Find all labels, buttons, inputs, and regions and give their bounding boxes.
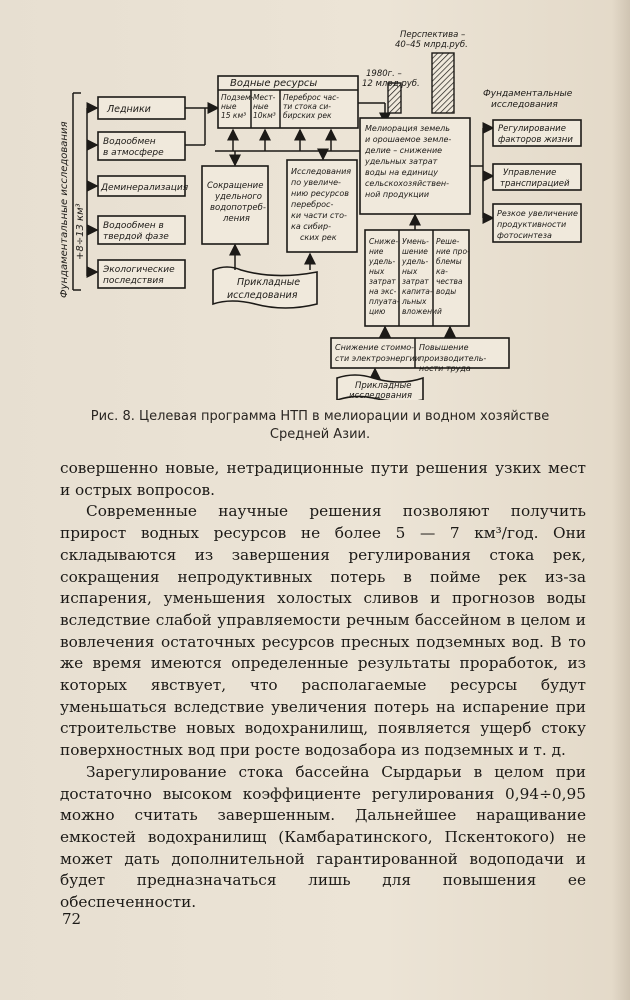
paragraph: Современные научные решения позволяют получить прирост водных ресурсов не более 5 — 7 км³/год. Они складываются из завершения регулирования стока рек, сокращения непродуктивных потерь в пойме рек из-за испарения, уменьшения холостых сливов и прогнозов воды вследствие слабой управляемости речным бассейном в целом и вовлечения остаточных ресурсов пресных подземных вод. В то же время имеются определенные результаты проработок, из которых явствует, что располагаемые ресурсы будут уменьшаться вследствие увеличения потерь на испарение при строительстве новых водохранилищ, появляется ущерб стоку поверхностных вод при росте водозабора из подземных и т. д.: [60, 502, 586, 760]
box-melioration: [360, 118, 470, 214]
svg-text:Прикладныеисследования: Прикладные исследования: [227, 277, 301, 301]
svg-text:Водообменв атмосфере: Водообмен в атмосфере: [103, 137, 164, 158]
cell-transfer: Переброс час-ти стока си-бирских рек: [283, 93, 339, 120]
vertical-range: +8÷13 км³: [75, 203, 86, 260]
svg-text:Прикладныеисследования: Прикладные исследования: [349, 381, 413, 400]
ntp-program-diagram: [55, 28, 585, 400]
body-text: [60, 458, 586, 914]
svg-text:Сокращениеудельноговодопотреб-: Сокращение удельного водопотреб-ления: [207, 181, 266, 224]
water-resources-block: [218, 76, 358, 128]
cell-local: Мест-ные 10км³: [253, 93, 276, 120]
left-box-ecology: [98, 260, 185, 288]
left-box-glaciers: [98, 97, 185, 119]
box-water-use-reduction: [202, 166, 268, 244]
svg-text:Исследованияпо увеличе-нию рес: Исследования по увеличе-нию ресурсов переброс-ки части сто-ка сибир-ских рек: [291, 167, 352, 242]
left-box-label: Ледники: [107, 104, 151, 115]
paragraph: совершенно новые, нетрадиционные пути решения узких мест и острых вопросов.: [60, 459, 586, 499]
bar-perspective: [432, 53, 454, 113]
applied-research-scroll-1: [213, 267, 317, 308]
label-perspective: Перспектива – 40–45 млрд.руб.: [395, 30, 468, 50]
label-fundamental-right: Фундаментальные исследования: [483, 89, 573, 110]
svg-text:Снижение стоимо-сти электроэне: Снижение стоимо-сти электроэнергии: [335, 343, 420, 363]
right-box-transpiration: [493, 164, 581, 190]
vertical-label: Фундаментальные исследования: [59, 121, 70, 298]
right-box-life-factors: [493, 120, 581, 146]
paragraph: Зарегулирование стока бассейна Сырдарьи в целом при достаточно высоком коэффициенте регулирования 0,94÷0,95 можно считать завершенным. Дальнейшее наращивание емкостей водохранилищ (Камбаратинского, Пскентокого) не может дать дополнительной гарантированной водоподачи и будет предназначаться лишь для повышения ее обеспеченности.: [60, 762, 586, 912]
left-box-atmosphere: [98, 132, 185, 160]
box-bottom-cells: [365, 230, 470, 326]
svg-text:Экологическиепоследствия: Экологические последствия: [103, 265, 175, 286]
cell-underground: Подзем-ные 15 км³: [221, 93, 254, 120]
box-energy-labor: [331, 338, 509, 373]
svg-text:Мелиорация земельи орошаемое з: Мелиорация земель и орошаемое земле-делие – снижение удельных затрат воды на единицу сельскохозяйствен-ной продукции: [365, 124, 452, 199]
left-box-solid-phase: [98, 216, 185, 244]
svg-text:Регулированиефакторов жизни: Регулирование факторов жизни: [498, 124, 573, 145]
svg-text:Резкое увеличениепродуктивност: Резкое увеличение продуктивности фотосинтеза: [497, 209, 578, 240]
svg-text:Реше-ние про-блемыка-чествавод: Реше-ние про-блемы ка-чества воды: [436, 237, 470, 296]
page-number: 72: [62, 910, 82, 928]
svg-text:Повышениепроизводитель-ности т: Повышение производитель-ности труда: [419, 343, 487, 373]
applied-research-scroll-2: [337, 375, 423, 400]
svg-text:Управлениетранспирацией: Управление транспирацией: [500, 168, 570, 189]
label-1980: 1980г. – 12 млрд.руб.: [362, 69, 420, 89]
left-box-label: Деминерализация: [101, 183, 189, 193]
left-box-demineralization: [98, 176, 189, 196]
water-resources-header: Водные ресурсы: [230, 78, 318, 89]
right-box-photosynthesis: [493, 204, 581, 242]
svg-text:Умень-шениеудель-ныхзатраткапи: Умень-шение удель-ных затрат капита-льных вложений: [402, 237, 442, 316]
svg-text:Сниже-ниеудель-ныхзатратна экс: Сниже-ние удель-ных затрат на экс-плуата-цию: [369, 237, 400, 316]
figure-caption: Рис. 8. Целевая программа НТП в мелиорации и водном хозяйстве Средней Азии.: [90, 409, 550, 442]
svg-text:Водообмен втвердой фазе: Водообмен в твердой фазе: [103, 221, 169, 242]
box-resource-research: [287, 160, 357, 252]
page-edge-shadow: [612, 0, 630, 1000]
